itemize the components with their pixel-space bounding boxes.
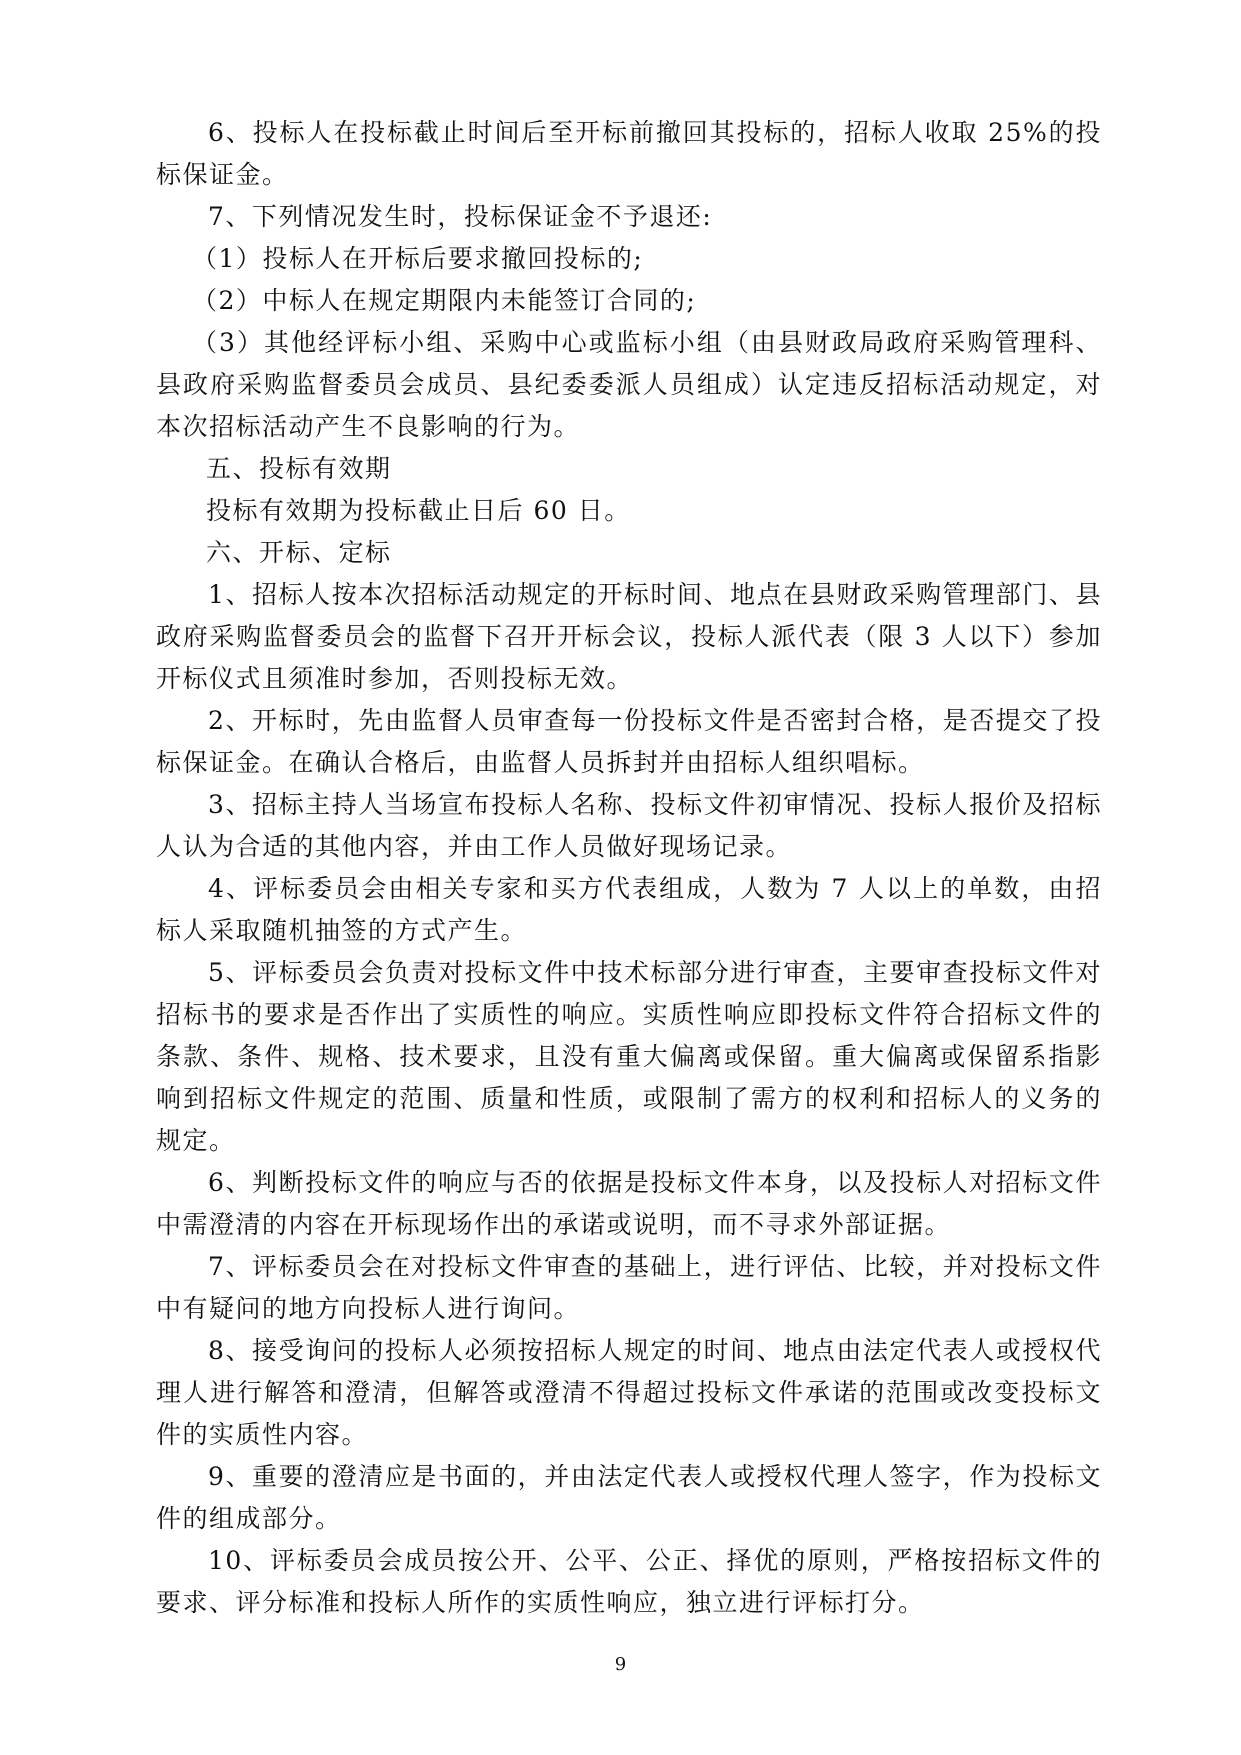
paragraph-opening-2: 2、开标时，先由监督人员审查每一份投标文件是否密封合格，是否提交了投标保证金。在确认合格后，由监督人员拆封并由招标人组织唱标。: [156, 706, 1102, 777]
paragraph-opening-1: 1、招标人按本次招标活动规定的开标时间、地点在县财政采购管理部门、县政府采购监督委员会的监督下召开开标会议，投标人派代表（限 3 人以下）参加开标仪式且须准时参加，否则投标无效。: [156, 580, 1102, 693]
paragraph-opening-6: 6、判断投标文件的响应与否的依据是投标文件本身，以及投标人对招标文件中需澄清的内容在开标现场作出的承诺或说明，而不寻求外部证据。: [156, 1168, 1102, 1239]
paragraph-nonrefund-case-3: （3）其他经评标小组、采购中心或监标小组（由县财政局政府采购管理科、县政府采购监督委员会成员、县纪委委派人员组成）认定违反招标活动规定，对本次招标活动产生不良影响的行为。: [156, 328, 1102, 441]
section-heading-validity: 五、投标有效期: [206, 454, 392, 483]
paragraph-opening-3: 3、招标主持人当场宣布投标人名称、投标文件初审情况、投标人报价及招标人认为合适的其他内容，并由工作人员做好现场记录。: [156, 790, 1102, 861]
paragraph-nonrefund-case-1: （1）投标人在开标后要求撤回投标的;: [192, 244, 644, 273]
paragraph-opening-5: 5、评标委员会负责对投标文件中技术标部分进行审查，主要审查投标文件对招标书的要求是否作出了实质性的响应。实质性响应即投标文件符合招标文件的条款、条件、规格、技术要求，且没有重大偏离或保留。重大偏离或保留系指影响到招标文件规定的范围、质量和性质，或限制了需方的权利和招标人的义务的规定。: [156, 958, 1102, 1155]
paragraph-deposit-withdrawal: 6、投标人在投标截止时间后至开标前撤回其投标的，招标人收取 25%的投标保证金。: [156, 118, 1102, 189]
paragraph-opening-8: 8、接受询问的投标人必须按招标人规定的时间、地点由法定代表人或授权代理人进行解答和澄清，但解答或澄清不得超过投标文件承诺的范围或改变投标文件的实质性内容。: [156, 1336, 1102, 1449]
paragraph-deposit-nonrefund-intro: 7、下列情况发生时，投标保证金不予退还:: [208, 202, 713, 231]
paragraph-opening-7: 7、评标委员会在对投标文件审查的基础上，进行评估、比较，并对投标文件中有疑问的地方向投标人进行询问。: [156, 1252, 1102, 1323]
paragraph-opening-4: 4、评标委员会由相关专家和买方代表组成，人数为 7 人以上的单数，由招标人采取随机抽签的方式产生。: [156, 874, 1102, 945]
paragraph-opening-10: 10、评标委员会成员按公开、公平、公正、择优的原则，严格按招标文件的要求、评分标准和投标人所作的实质性响应，独立进行评标打分。: [156, 1546, 1102, 1617]
document-body: [156, 112, 1102, 1624]
page-number: 9: [614, 1654, 627, 1675]
paragraph-nonrefund-case-2: （2）中标人在规定期限内未能签订合同的;: [192, 286, 697, 315]
section-heading-opening-award: 六、开标、定标: [206, 538, 392, 567]
paragraph-validity-period: 投标有效期为投标截止日后 60 日。: [206, 496, 631, 525]
paragraph-opening-9: 9、重要的澄清应是书面的，并由法定代表人或授权代理人签字，作为投标文件的组成部分。: [156, 1462, 1102, 1533]
